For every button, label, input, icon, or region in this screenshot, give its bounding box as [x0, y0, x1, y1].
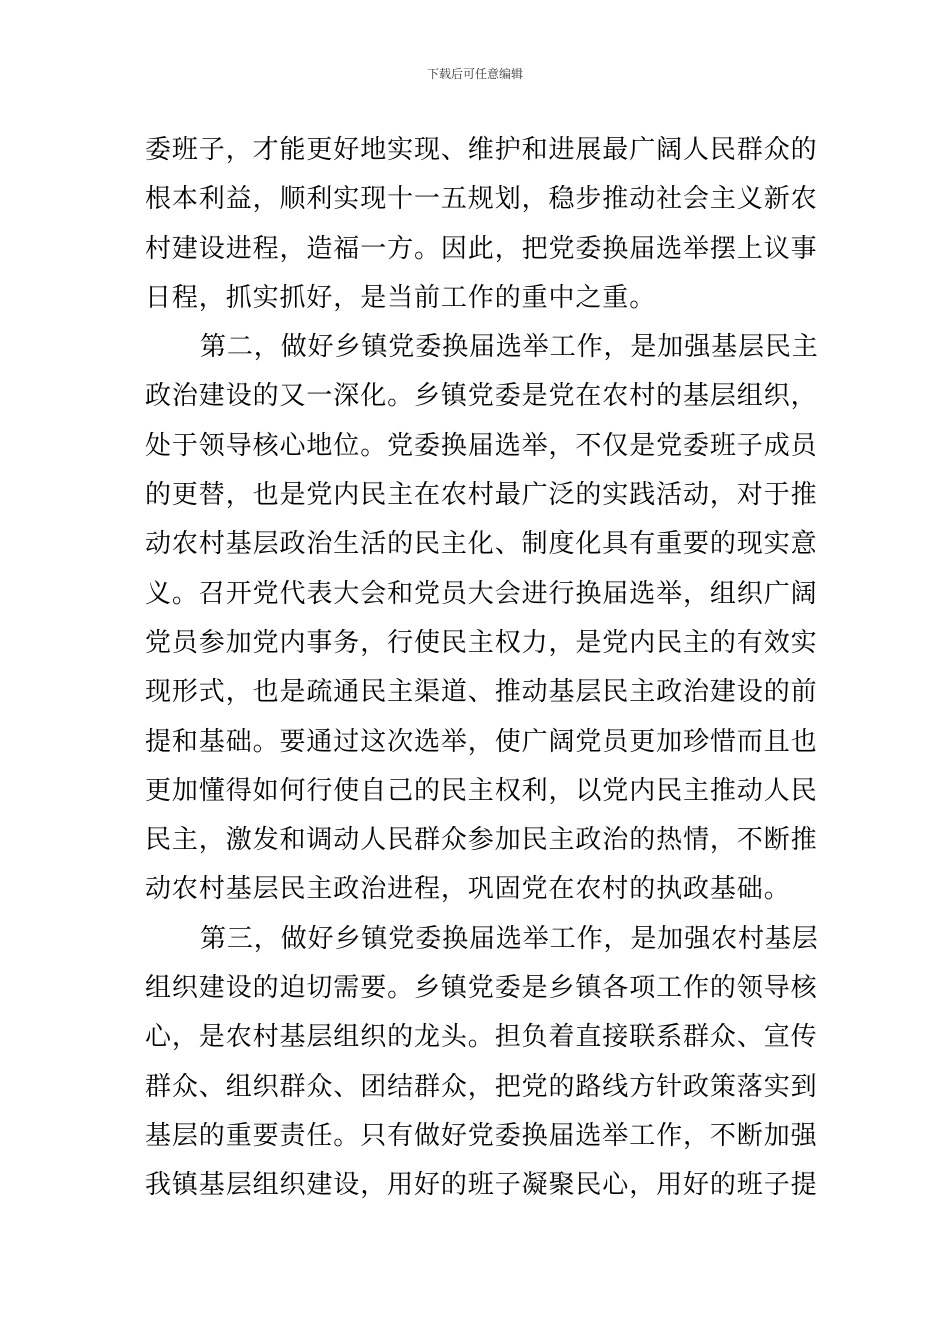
text-line: 村建设进程，造福一方。因此，把党委换届选举摆上议事 — [145, 233, 818, 264]
text-line: 第二，做好乡镇党委换届选举工作，是加强基层民主 — [200, 332, 819, 363]
text-line: 基层的重要责任。只有做好党委换届选举工作，不断加强 — [145, 1120, 818, 1151]
text-line: 处于领导核心地位。党委换届选举，不仅是党委班子成员 — [145, 430, 818, 461]
text-line: 义。召开党代表大会和党员大会进行换届选举，组织广阔 — [145, 578, 818, 609]
paragraph-2 — [145, 323, 819, 915]
text-line: 提和基础。要通过这次选举，使广阔党员更加珍惜而且也 — [145, 726, 818, 757]
text-line: 政治建设的又一深化。乡镇党委是党在农村的基层组织， — [145, 381, 818, 412]
text-line: 动农村基层民主政治进程，巩固党在农村的执政基础。 — [145, 874, 791, 905]
page-header: 下载后可任意编辑 — [426, 67, 523, 81]
text-line: 我镇基层组织建设，用好的班子凝聚民心，用好的班子提 — [145, 1170, 818, 1201]
text-line: 的更替，也是党内民主在农村最广泛的实践活动，对于推 — [145, 480, 818, 511]
text-line: 委班子，才能更好地实现、维护和进展最广阔人民群众的 — [145, 135, 818, 165]
document-body — [145, 126, 819, 1211]
text-line: 日程，抓实抓好，是当前工作的重中之重。 — [145, 282, 657, 313]
text-line: 更加懂得如何行使自己的民主权利，以党内民主推动人民 — [145, 775, 818, 806]
text-line: 心，是农村基层组织的龙头。担负着直接联系群众、宣传 — [145, 1022, 818, 1053]
text-line: 组织建设的迫切需要。乡镇党委是乡镇各项工作的领导核 — [145, 973, 818, 1004]
text-line: 现形式，也是疏通民主渠道、推动基层民主政治建设的前 — [145, 677, 818, 708]
text-line: 民主，激发和调动人民群众参加民主政治的热情，不断推 — [145, 825, 818, 856]
text-line: 群众、组织群众、团结群众，把党的路线方针政策落实到 — [145, 1071, 818, 1102]
paragraph-1 — [145, 126, 818, 323]
text-line: 第三，做好乡镇党委换届选举工作，是加强农村基层 — [200, 923, 819, 954]
text-line: 党员参加党内事务，行使民主权力，是党内民主的有效实 — [145, 627, 818, 658]
text-line: 动农村基层政治生活的民主化、制度化具有重要的现实意 — [145, 529, 818, 560]
text-line: 根本利益，顺利实现十一五规划，稳步推动社会主义新农 — [145, 184, 818, 215]
paragraph-3 — [145, 915, 819, 1211]
